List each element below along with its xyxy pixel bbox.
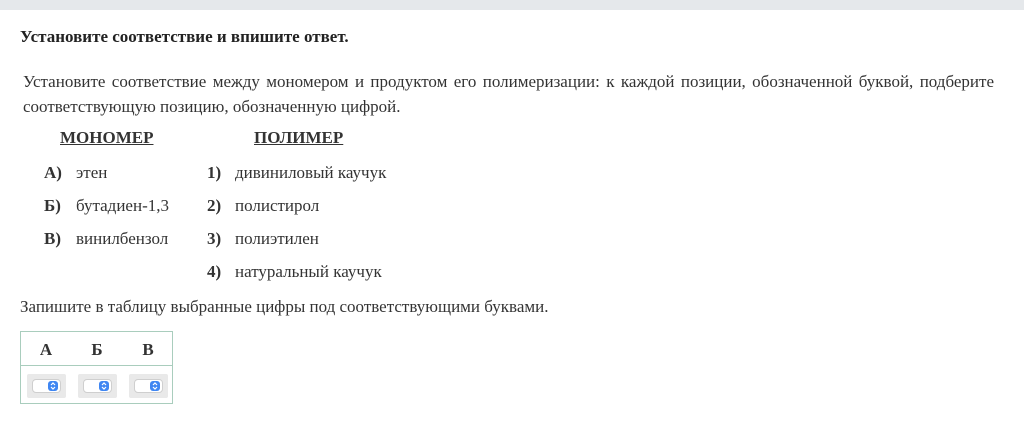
- polymer-text-4: натуральный каучук: [235, 262, 382, 281]
- polymer-text-1: дивиниловый каучук: [235, 163, 387, 182]
- polymer-text-3: полиэтилен: [235, 229, 319, 248]
- answer-select-b[interactable]: [83, 379, 112, 393]
- answer-cell-a: [27, 374, 66, 398]
- monomer-text-b: бутадиен-1,3: [76, 196, 169, 215]
- answer-table: [20, 331, 173, 404]
- polymer-text-2: полистирол: [235, 196, 320, 215]
- monomer-letter-a: А): [44, 163, 62, 182]
- monomer-letter-v: В): [44, 229, 61, 248]
- answer-instruction: Запишите в таблицу выбранные цифры под соответствующими буквами.: [20, 297, 549, 316]
- answer-cell-b: [78, 374, 117, 398]
- up-down-chevron-icon: [48, 381, 58, 391]
- answer-select-v[interactable]: [134, 379, 163, 393]
- answer-header-b: Б: [91, 340, 103, 359]
- polymer-column-header: ПОЛИМЕР: [254, 128, 344, 147]
- task-heading: Установите соответствие и впишите ответ.: [20, 27, 349, 46]
- answer-table-divider: [21, 365, 172, 366]
- monomer-text-v: винилбензол: [76, 229, 169, 248]
- up-down-chevron-icon: [99, 381, 109, 391]
- answer-header-v: В: [142, 340, 154, 359]
- polymer-num-3: 3): [207, 229, 222, 248]
- task-text: Установите соответствие между мономером и продуктом его полимеризации: к каждой позиции, обозначенной буквой, подберите соответствующую позицию, обозначенную цифрой.: [23, 72, 994, 116]
- answer-cell-v: [129, 374, 168, 398]
- polymer-num-4: 4): [207, 262, 222, 281]
- polymer-num-1: 1): [207, 163, 222, 182]
- monomer-column-header: МОНОМЕР: [60, 128, 154, 147]
- monomer-letter-b: Б): [44, 196, 61, 215]
- answer-header-a: А: [39, 340, 53, 359]
- up-down-chevron-icon: [150, 381, 160, 391]
- answer-select-a[interactable]: [32, 379, 61, 393]
- monomer-text-a: этен: [76, 163, 108, 182]
- polymer-num-2: 2): [207, 196, 222, 215]
- top-bar: [0, 0, 1024, 10]
